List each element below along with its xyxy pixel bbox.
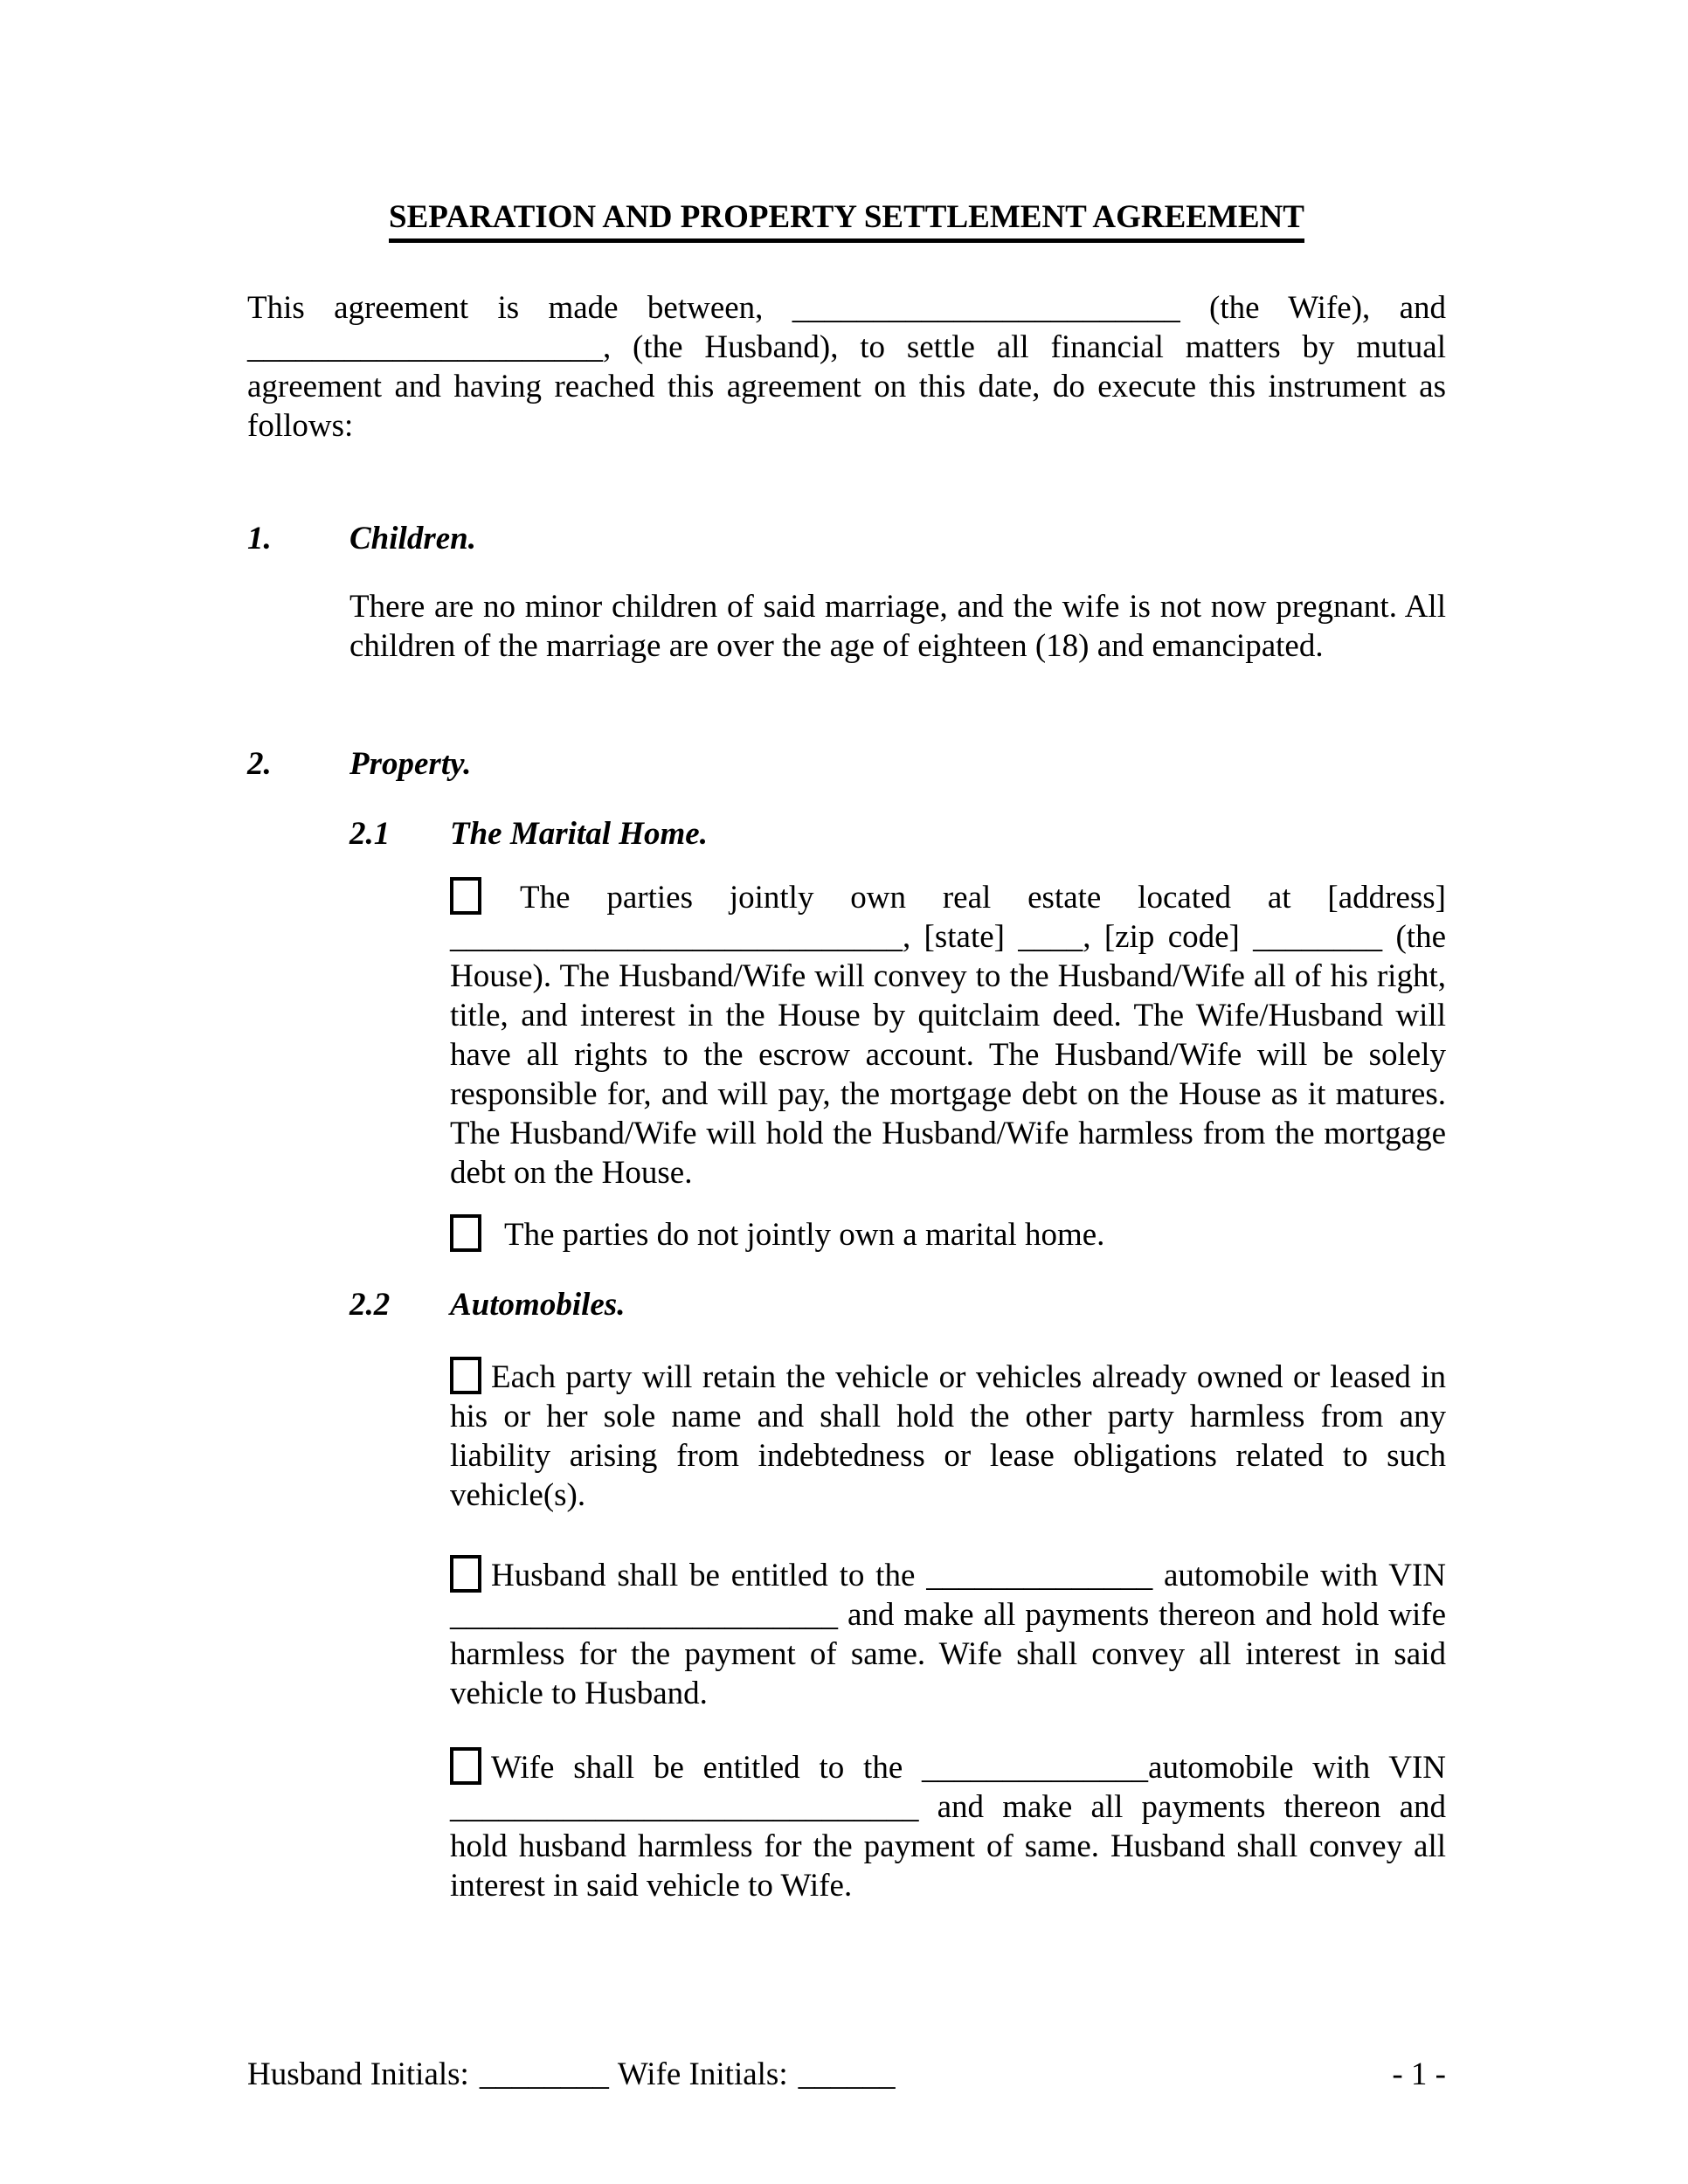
page-footer [247, 2055, 1446, 2094]
subsection-heading-marital-home [349, 814, 1446, 854]
children-paragraph: There are no minor children of said marriage, and the wife is not now pregnant. All children of the marriage are over the age of eighteen (18) and emancipated. [349, 589, 1446, 664]
husband-initials-label: Husband Initials: [247, 2056, 469, 2092]
section-heading-children [247, 519, 1446, 558]
checkbox-no-marital-home[interactable] [450, 1214, 481, 1252]
wife-initials-blank: ______ [798, 2056, 896, 2092]
checkbox-wife-automobile[interactable] [450, 1747, 481, 1785]
title-wrap [247, 197, 1446, 243]
section-heading-property [247, 744, 1446, 784]
option-text: The parties do not jointly own a marital home. [504, 1217, 1105, 1253]
option-paragraph [450, 1357, 1446, 1515]
section-number: 1. [247, 521, 272, 556]
option-text: Husband shall be entitled to the ______________ automobile with VIN ________________________ and make all payments thereon and hold wife harmless for the payment of same. Wife shall convey all interest in said vehicle to Husband. [450, 1558, 1446, 1711]
subsection-heading-label: Automobiles. [450, 1287, 626, 1323]
subsection-heading-label: The Marital Home. [450, 816, 708, 852]
checkbox-jointly-own-home[interactable] [450, 877, 481, 915]
wife-initials-label: Wife Initials: [617, 2056, 788, 2092]
section-number: 2. [247, 746, 272, 782]
option-paragraph [450, 1555, 1446, 1713]
page-number: - 1 - [1392, 2056, 1446, 2092]
page-title: SEPARATION AND PROPERTY SETTLEMENT AGREEMENT [389, 199, 1304, 243]
option-paragraph [450, 877, 1446, 1192]
checkbox-husband-automobile[interactable] [450, 1555, 481, 1593]
option-paragraph [450, 1747, 1446, 1905]
section-heading-label: Children. [349, 521, 476, 556]
husband-initials-blank: ________ [479, 2056, 609, 2092]
section-heading-label: Property. [349, 746, 472, 782]
option-paragraph [450, 1214, 1446, 1254]
option-text: Each party will retain the vehicle or vehicles already owned or leased in his or her sole name and shall hold the other party harmless from any liability arising from indebtedness or lease obligations related to such vehicle(s). [450, 1359, 1446, 1513]
checkbox-each-party-retains-vehicles[interactable] [450, 1357, 481, 1394]
subsection-number: 2.2 [349, 1287, 391, 1323]
intro-paragraph: This agreement is made between, ________________________ (the Wife), and ______________________, (the Husband), to settle all financial matters by mutual agreement and having reached this agreement on this date, do execute this instrument as follows: [247, 290, 1446, 444]
option-text: The parties jointly own real estate located at [address] ____________________________, [state] ____, [zip code] ________ (the House). The Husband/Wife will convey to the Husband/Wife all of his right, title, and interest in the House by quitclaim deed. The Wife/Husband will have all rights to the escrow account. The Husband/Wife will be solely responsible for, and will pay, the mortgage debt on the House as it matures. The Husband/Wife will hold the Husband/Wife harmless from the mortgage debt on the House. [450, 880, 1446, 1191]
subsection-heading-automobiles [349, 1285, 1446, 1324]
subsection-number: 2.1 [349, 816, 391, 852]
option-text: Wife shall be entitled to the ______________automobile with VIN _____________________________ and make all payments thereon and hold husband harmless for the payment of same. Husband shall convey all interest in said vehicle to Wife. [450, 1750, 1446, 1904]
